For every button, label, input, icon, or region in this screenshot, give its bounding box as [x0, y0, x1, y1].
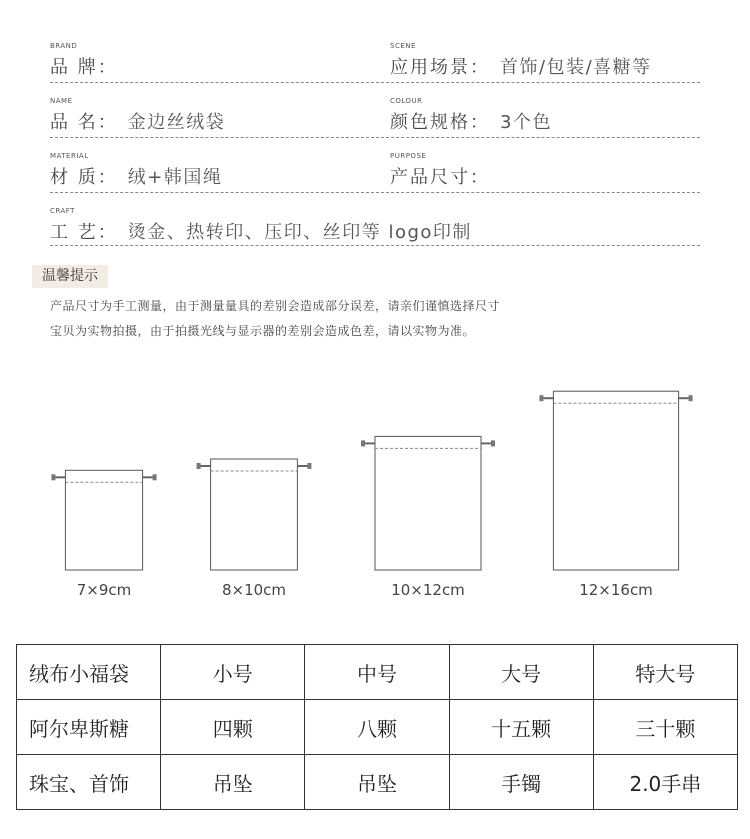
table-row: [17, 755, 738, 810]
bag-outline: [211, 459, 298, 570]
table-cell: 大号: [449, 645, 593, 700]
usage-table: [16, 644, 738, 810]
table-cell: 八颗: [305, 700, 449, 755]
cord-end-right: [153, 474, 157, 480]
table-cell: 三十颗: [593, 700, 737, 755]
cord-end-left: [539, 395, 543, 401]
material-en-label: MATERIAL: [50, 152, 89, 160]
divider: [50, 192, 700, 193]
purpose-label: 产品尺寸：: [390, 167, 490, 188]
scene-en-label: SCENE: [390, 42, 416, 50]
bag-outline: [553, 391, 678, 570]
divider: [50, 82, 700, 83]
brand-label: 品 牌：: [50, 57, 118, 78]
table-cell: 十五颗: [449, 700, 593, 755]
craft-en-label: CRAFT: [50, 207, 75, 215]
tips-title: 温馨提示: [32, 265, 108, 288]
brand-en-label: BRAND: [50, 42, 78, 50]
divider: [50, 137, 700, 138]
cord-end-right: [491, 440, 495, 446]
name-value: 金边丝绒袋: [127, 112, 226, 133]
craft-label: 工 艺：: [50, 222, 118, 243]
bag-size-illustration: [0, 360, 750, 610]
tips-line-2: 宝贝为实物拍摄，由于拍摄光线与显示器的差别会造成色差，请以实物为准。: [50, 324, 476, 338]
table-row: [17, 700, 738, 755]
material-value: 绒+韩国绳: [127, 167, 223, 188]
cord-end-left: [51, 474, 55, 480]
material-label: 材 质：: [50, 167, 118, 188]
table-cell: 吊坠: [305, 755, 449, 810]
cord-end-left: [197, 463, 201, 469]
name-en-label: NAME: [50, 97, 73, 105]
tips-line-1: 产品尺寸为手工测量，由于测量量具的差别会造成部分误差，请亲们谨慎选择尺寸: [50, 299, 501, 313]
table-cell: 特大号: [593, 645, 737, 700]
cord-end-left: [361, 440, 365, 446]
bag-size-label: 8×10cm: [221, 581, 287, 599]
scene-value: 首饰/包装/喜糖等: [500, 57, 652, 78]
colour-value: 3个色: [500, 112, 552, 133]
bag-size-label: 10×12cm: [391, 581, 465, 599]
row-header-cell: 阿尔卑斯糖: [17, 700, 161, 755]
colour-en-label: COLOUR: [390, 97, 423, 105]
colour-label: 颜色规格：: [390, 112, 490, 133]
bag-outline: [65, 470, 142, 570]
craft-value: 烫金、热转印、压印、丝印等 logo印制: [127, 222, 472, 243]
bag-outline: [375, 436, 481, 570]
row-header-cell: 珠宝、首饰: [17, 755, 161, 810]
cord-end-right: [689, 395, 693, 401]
bag-size-label: 12×16cm: [579, 581, 653, 599]
scene-label: 应用场景：: [390, 57, 490, 78]
divider: [50, 245, 700, 246]
bag-size-label: 7×9cm: [76, 581, 132, 599]
table-cell: 小号: [161, 645, 305, 700]
name-label: 品 名：: [50, 112, 118, 133]
row-header-cell: 绒布小福袋: [17, 645, 161, 700]
table-cell: 吊坠: [161, 755, 305, 810]
table-cell: 手镯: [449, 755, 593, 810]
table-cell: 中号: [305, 645, 449, 700]
cord-end-right: [307, 463, 311, 469]
table-cell: 四颗: [161, 700, 305, 755]
table-cell: 2.0手串: [593, 755, 737, 810]
table-row: [17, 645, 738, 700]
purpose-en-label: PURPOSE: [390, 152, 427, 160]
